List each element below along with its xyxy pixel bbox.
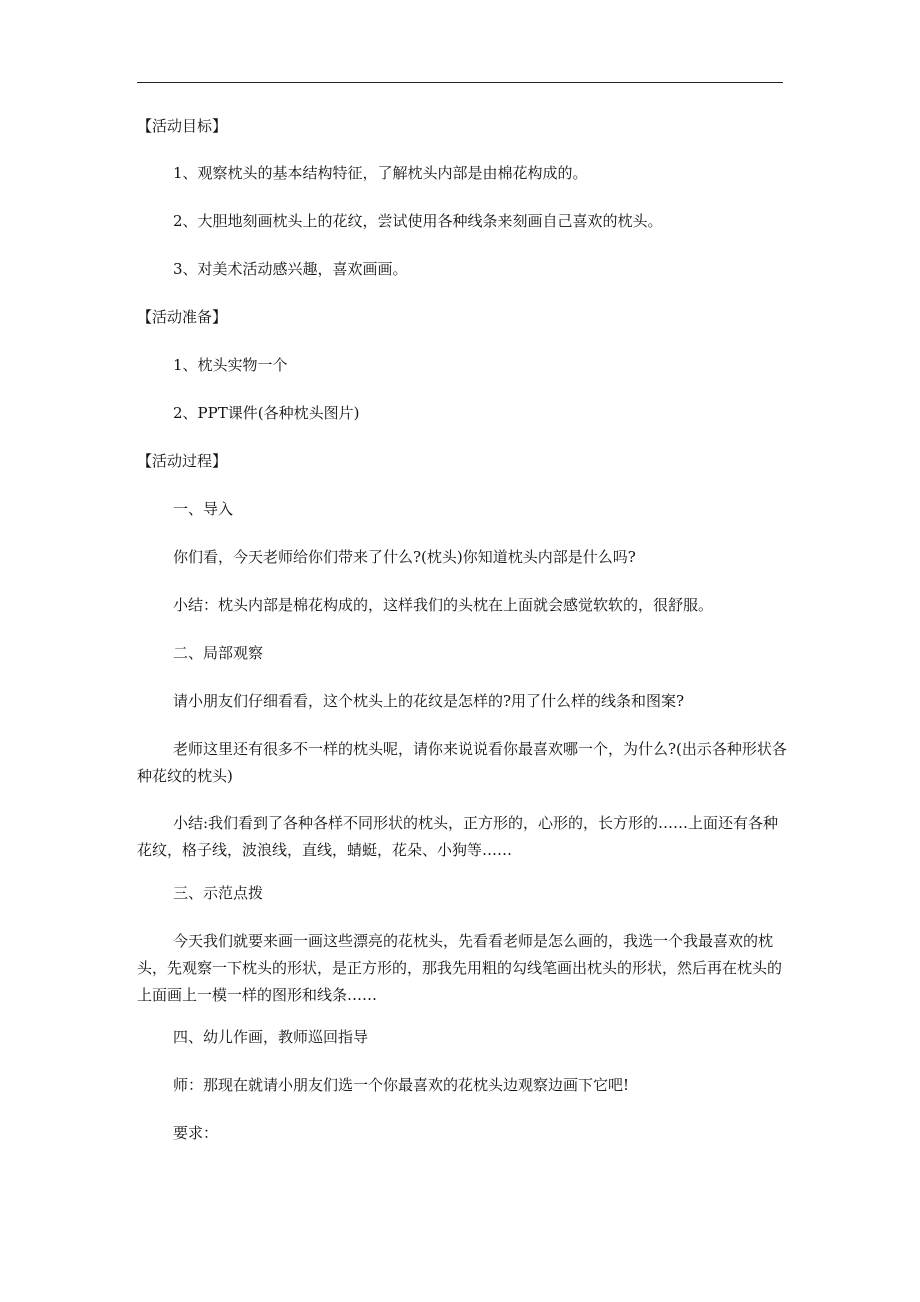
section-2-title: 二、局部观察 (173, 644, 264, 662)
section-2-paragraph-2: 老师这里还有很多不一样的枕头呢，请你来说说看你最喜欢哪一个，为什么?(出示各种形状各种花纹的枕头) (137, 740, 787, 785)
heading-process: 【活动过程】 (137, 452, 228, 470)
header-rule (137, 82, 783, 83)
section-4-requirements: 要求： (173, 1124, 219, 1142)
section-1-paragraph-1: 你们看，今天老师给你们带来了什么?(枕头)你知道枕头内部是什么吗? (173, 548, 636, 566)
heading-preparation: 【活动准备】 (137, 308, 228, 326)
section-2-paragraph-1: 请小朋友们仔细看看，这个枕头上的花纹是怎样的?用了什么样的线条和图案? (173, 692, 685, 710)
goal-item-2: 2、大胆地刻画枕头上的花纹，尝试使用各种线条来刻画自己喜欢的枕头。 (173, 212, 663, 230)
prep-item-1: 1、枕头实物一个 (173, 356, 288, 374)
goal-item-1: 1、观察枕头的基本结构特征，了解枕头内部是由棉花构成的。 (173, 164, 588, 182)
prep-item-2: 2、PPT课件(各种枕头图片) (173, 404, 360, 422)
section-3-paragraph-1: 今天我们就要来画一画这些漂亮的花枕头，先看看老师是怎么画的，我选一个我最喜欢的枕头，先观察一下枕头的形状，是正方形的，那我先用粗的勾线笔画出枕头的形状，然后再在枕头的上面画上一模一样的图形和线条…… (137, 932, 783, 1004)
section-3-title: 三、示范点拨 (173, 884, 264, 902)
section-1-title: 一、导入 (173, 500, 234, 518)
heading-goals: 【活动目标】 (137, 117, 228, 135)
section-2-summary: 小结:我们看到了各种各样不同形状的枕头，正方形的，心形的，长方形的……上面还有各种花纹，格子线，波浪线，直线，蜻蜓，花朵、小狗等…… (137, 814, 779, 859)
goal-item-3: 3、对美术活动感兴趣，喜欢画画。 (173, 260, 408, 278)
section-4-title: 四、幼儿作画，教师巡回指导 (173, 1028, 369, 1046)
section-4-paragraph-1: 师：那现在就请小朋友们选一个你最喜欢的花枕头边观察边画下它吧! (173, 1076, 630, 1094)
section-1-summary: 小结：枕头内部是棉花构成的，这样我们的头枕在上面就会感觉软软的，很舒服。 (173, 596, 714, 614)
